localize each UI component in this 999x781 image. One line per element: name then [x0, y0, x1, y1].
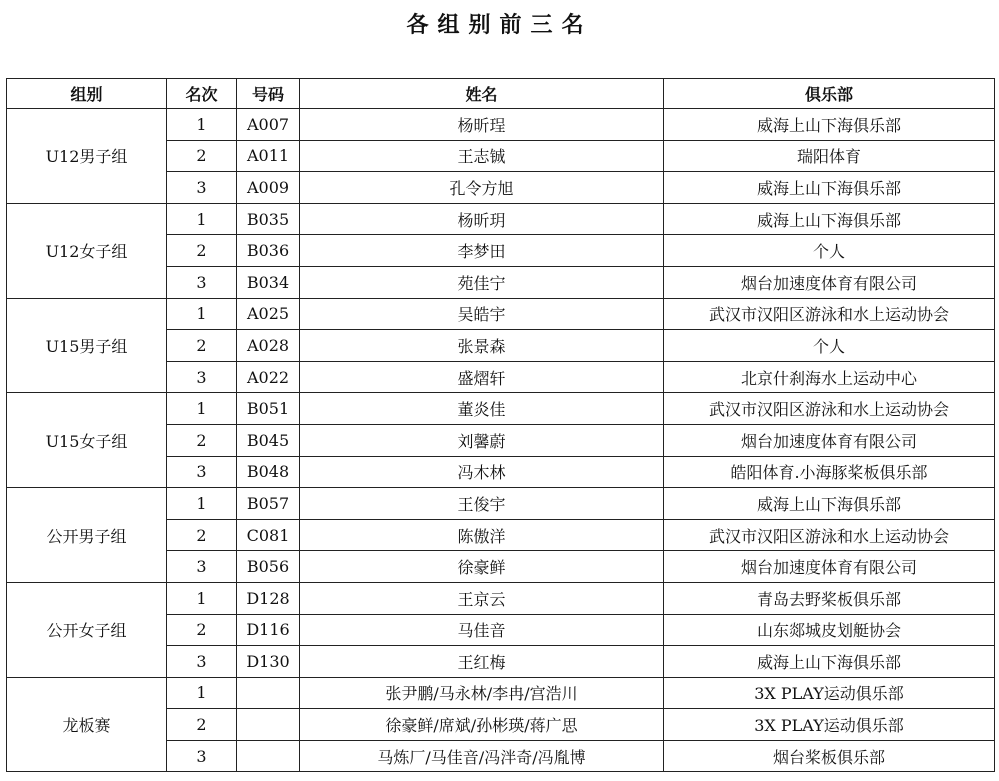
rank-cell: 3: [167, 266, 237, 298]
number-cell: B048: [237, 456, 300, 488]
club-cell: 个人: [664, 235, 995, 267]
club-cell: 威海上山下海俱乐部: [664, 203, 995, 235]
name-cell: 吴皓宇: [300, 298, 664, 330]
page-title: 各组别前三名: [406, 13, 593, 38]
club-cell: 威海上山下海俱乐部: [664, 646, 995, 678]
name-cell: 马炼厂/马佳音/冯泮奇/冯胤博: [300, 740, 664, 772]
name-cell: 冯木林: [300, 456, 664, 488]
number-cell: B051: [237, 393, 300, 425]
table-row: [7, 582, 995, 614]
rank-cell: 3: [167, 361, 237, 393]
number-cell: D116: [237, 614, 300, 646]
group-name-cell: 公开男子组: [7, 488, 167, 583]
name-cell: 董炎佳: [300, 393, 664, 425]
number-cell: B045: [237, 424, 300, 456]
club-cell: 威海上山下海俱乐部: [664, 488, 995, 520]
rank-cell: 2: [167, 140, 237, 172]
club-cell: 武汉市汉阳区游泳和水上运动协会: [664, 298, 995, 330]
rank-cell: 2: [167, 709, 237, 741]
club-cell: 3X PLAY运动俱乐部: [664, 709, 995, 741]
name-cell: 王红梅: [300, 646, 664, 678]
rank-cell: 3: [167, 740, 237, 772]
table-row: [7, 203, 995, 235]
number-cell: A011: [237, 140, 300, 172]
club-cell: 皓阳体育.小海豚桨板俱乐部: [664, 456, 995, 488]
name-cell: 王俊宇: [300, 488, 664, 520]
rank-cell: 2: [167, 519, 237, 551]
header-row: [7, 79, 995, 109]
header-group: 组别: [7, 79, 167, 109]
club-cell: 青岛去野桨板俱乐部: [664, 582, 995, 614]
number-cell: A028: [237, 330, 300, 362]
rank-cell: 2: [167, 235, 237, 267]
name-cell: 李梦田: [300, 235, 664, 267]
number-cell: [237, 740, 300, 772]
rank-cell: 1: [167, 298, 237, 330]
club-cell: 个人: [664, 330, 995, 362]
table-row: [7, 298, 995, 330]
group-name-cell: U15男子组: [7, 298, 167, 393]
table-row: [7, 393, 995, 425]
club-cell: 武汉市汉阳区游泳和水上运动协会: [664, 393, 995, 425]
header-number: 号码: [237, 79, 300, 109]
club-cell: 3X PLAY运动俱乐部: [664, 677, 995, 709]
club-cell: 瑞阳体育: [664, 140, 995, 172]
number-cell: B036: [237, 235, 300, 267]
club-cell: 北京什刹海水上运动中心: [664, 361, 995, 393]
number-cell: B034: [237, 266, 300, 298]
rank-cell: 1: [167, 393, 237, 425]
name-cell: 孔令方旭: [300, 172, 664, 204]
table-row: [7, 109, 995, 141]
club-cell: 山东郯城皮划艇协会: [664, 614, 995, 646]
header-rank: 名次: [167, 79, 237, 109]
name-cell: 马佳音: [300, 614, 664, 646]
rank-cell: 2: [167, 330, 237, 362]
number-cell: A022: [237, 361, 300, 393]
club-cell: 烟台加速度体育有限公司: [664, 551, 995, 583]
rank-cell: 1: [167, 109, 237, 141]
rank-cell: 3: [167, 172, 237, 204]
number-cell: B035: [237, 203, 300, 235]
rank-cell: 3: [167, 646, 237, 678]
table-body: [7, 109, 995, 772]
header-name: 姓名: [300, 79, 664, 109]
rank-cell: 1: [167, 677, 237, 709]
group-name-cell: 公开女子组: [7, 582, 167, 677]
club-cell: 威海上山下海俱乐部: [664, 172, 995, 204]
name-cell: 王志铖: [300, 140, 664, 172]
rank-cell: 1: [167, 582, 237, 614]
name-cell: 王京云: [300, 582, 664, 614]
number-cell: B056: [237, 551, 300, 583]
header-club: 俱乐部: [664, 79, 995, 109]
rank-cell: 3: [167, 551, 237, 583]
group-name-cell: 龙板赛: [7, 677, 167, 772]
club-cell: 烟台桨板俱乐部: [664, 740, 995, 772]
name-cell: 刘馨蔚: [300, 424, 664, 456]
table-row: [7, 488, 995, 520]
rank-cell: 2: [167, 614, 237, 646]
table-row: [7, 677, 995, 709]
number-cell: A025: [237, 298, 300, 330]
name-cell: 徐豪鲜/席斌/孙彬瑛/蒋广思: [300, 709, 664, 741]
number-cell: D128: [237, 582, 300, 614]
number-cell: D130: [237, 646, 300, 678]
number-cell: C081: [237, 519, 300, 551]
group-name-cell: U15女子组: [7, 393, 167, 488]
number-cell: A007: [237, 109, 300, 141]
results-table: [6, 78, 995, 772]
club-cell: 威海上山下海俱乐部: [664, 109, 995, 141]
name-cell: 徐豪鲜: [300, 551, 664, 583]
name-cell: 张景森: [300, 330, 664, 362]
club-cell: 烟台加速度体育有限公司: [664, 266, 995, 298]
group-name-cell: U12男子组: [7, 109, 167, 204]
table-header: [7, 79, 995, 109]
number-cell: B057: [237, 488, 300, 520]
name-cell: 陈傲洋: [300, 519, 664, 551]
number-cell: [237, 709, 300, 741]
name-cell: 杨昕珵: [300, 109, 664, 141]
name-cell: 张尹鹏/马永林/李冉/宫浩川: [300, 677, 664, 709]
name-cell: 苑佳宁: [300, 266, 664, 298]
rank-cell: 1: [167, 203, 237, 235]
club-cell: 烟台加速度体育有限公司: [664, 424, 995, 456]
rank-cell: 1: [167, 488, 237, 520]
rank-cell: 2: [167, 424, 237, 456]
group-name-cell: U12女子组: [7, 203, 167, 298]
number-cell: [237, 677, 300, 709]
number-cell: A009: [237, 172, 300, 204]
name-cell: 盛熠轩: [300, 361, 664, 393]
name-cell: 杨昕玥: [300, 203, 664, 235]
club-cell: 武汉市汉阳区游泳和水上运动协会: [664, 519, 995, 551]
rank-cell: 3: [167, 456, 237, 488]
